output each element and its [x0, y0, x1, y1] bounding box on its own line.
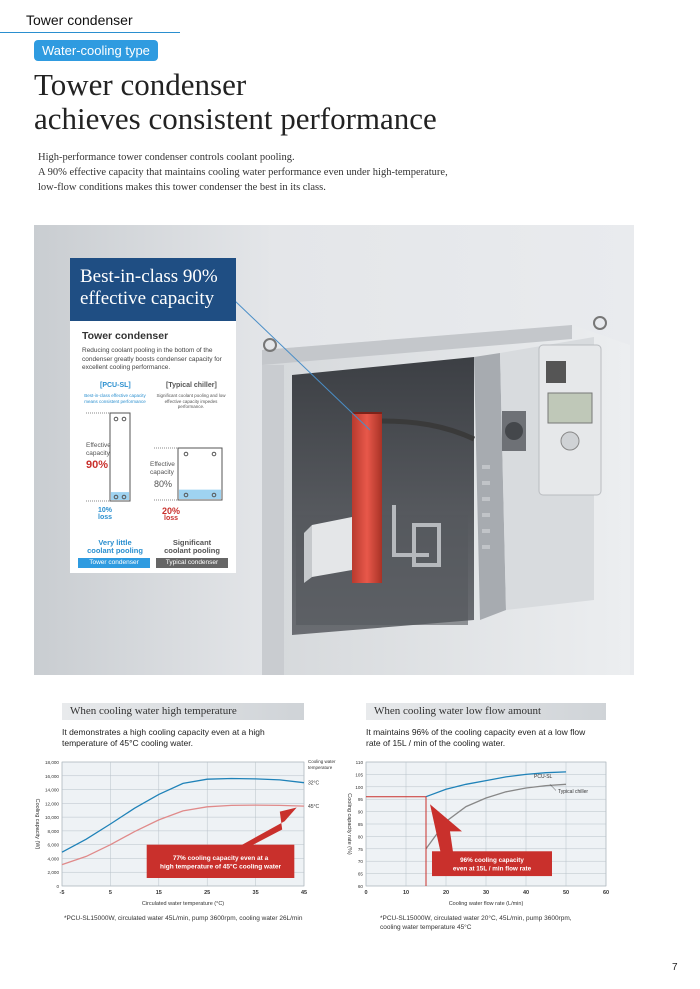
y-axis-label: Cooling capacity rate (%) [346, 793, 352, 855]
chart1-description-line-2: temperature of 45°C cooling water. [62, 738, 193, 748]
pcu-sl-effective-pct: 90% [86, 459, 109, 471]
y-tick-label: 75 [357, 846, 363, 852]
typical-chiller-subtext: Significant coolant pooling and low effective capacity impedes performance. [156, 393, 226, 409]
y-tick-label: 12,000 [44, 801, 59, 807]
legend-title-line-1: Cooling water [308, 759, 336, 764]
y-tick-label: 70 [357, 859, 363, 865]
pcu-sl-effective-label [86, 442, 111, 457]
pcu-sl-loss [98, 507, 112, 521]
annotation-line-2: even at 15L / min flow rate [452, 865, 532, 873]
typical-condenser-pooling [179, 490, 221, 499]
series-label-1: PCU-SL [534, 774, 553, 781]
page-number: 7 [672, 962, 678, 973]
y-tick-label: 8,000 [47, 828, 59, 834]
chart2-description-line-2: rate of 15L / min of the cooling water. [366, 738, 506, 748]
x-tick-label: 0 [364, 890, 368, 896]
section-title: Tower condenser [26, 12, 133, 28]
x-tick-label: 50 [562, 890, 570, 896]
y-tick-label: 4,000 [47, 856, 59, 862]
annotation-line-1: 96% cooling capacity [460, 857, 524, 865]
x-tick-label: 20 [442, 890, 450, 896]
x-tick-label: 5 [108, 890, 112, 896]
x-tick-label: 60 [602, 890, 610, 896]
x-axis-label: Cooling water flow rate (L/min) [448, 901, 524, 907]
pcu-sl-pooling-line-2: coolant pooling [87, 546, 143, 555]
intro-line-1: High-performance tower condenser controls coolant pooling. [38, 152, 295, 163]
pcu-sl-label: [PCU-SL] [100, 382, 131, 389]
typical-pooling [156, 539, 228, 555]
series-label-2: Typical chiller [558, 789, 589, 795]
chart1-heading: When cooling water high temperature [62, 703, 304, 720]
chart2-footnote [380, 914, 572, 932]
x-tick-label: 45 [300, 890, 308, 896]
pcu-sl-subtext: Best-in-class effective capacity means consistent performance [84, 393, 146, 404]
series-label-2: 45°C [308, 804, 320, 811]
typical-loss [162, 507, 180, 523]
typical-effective-label [150, 461, 175, 476]
pcu-sl-loss-pct: 10% [98, 507, 113, 514]
y-tick-label: 90 [357, 809, 363, 815]
tower-condenser-shape [110, 413, 130, 501]
typical-loss-word: loss [164, 515, 179, 522]
chart2-footnote-line-2: cooling water temperature 45°C [380, 924, 472, 931]
y-tick-label: 95 [357, 797, 363, 803]
series-label-1: 32°C [308, 780, 320, 787]
pcu-sl-effective-line-2: capacity [86, 449, 110, 457]
y-axis-label: Cooling capacity (W) [34, 798, 40, 850]
y-tick-label: 80 [357, 834, 363, 840]
chart1-footnote: *PCU-SL15000W, circulated water 45L/min, pump 3600rpm, cooling water 26L/min [64, 915, 303, 922]
typical-loss-pct: 20% [162, 506, 181, 516]
type-badge: Water-cooling type [34, 40, 158, 61]
y-tick-label: 105 [355, 772, 363, 778]
title-line-2: achieves consistent performance [34, 101, 437, 136]
pcu-sl-pooling [80, 539, 150, 555]
typical-effective-pct: 80% [154, 479, 173, 489]
typical-effective-line-1: Effective [150, 461, 175, 468]
x-tick-label: 40 [522, 890, 530, 896]
y-tick-label: 65 [357, 871, 363, 877]
y-tick-label: 16,000 [44, 773, 59, 779]
typical-condenser-tag: Typical condenser [156, 558, 228, 568]
x-axis-label: Circulated water temperature (°C) [141, 901, 225, 907]
intro-line-3: low-flow conditions makes this tower condenser the best in its class. [38, 182, 326, 193]
pcu-sl-pooling-line-1: Very little [98, 538, 132, 547]
intro-text [38, 150, 448, 195]
typical-pooling-line-2: coolant pooling [164, 546, 220, 555]
x-tick-label: 25 [204, 890, 211, 896]
callout-title-line-2: effective capacity [80, 288, 215, 309]
pcu-sl-effective-line-1: Effective [86, 442, 111, 449]
legend-title-line-2: temperature [308, 765, 333, 770]
typical-chiller-label: [Typical chiller] [166, 382, 217, 389]
tower-condenser-tag: Tower condenser [78, 558, 150, 568]
intro-line-2: A 90% effective capacity that maintains cooling water performance even under high-temperature, [38, 167, 448, 178]
pcu-sl-loss-word: loss [98, 514, 113, 521]
y-tick-label: 2,000 [47, 870, 59, 876]
y-tick-label: 10,000 [44, 815, 59, 821]
y-tick-label: 60 [357, 884, 363, 889]
chart1-description [62, 727, 265, 749]
panel-description: Reducing coolant pooling in the bottom of the condenser greatly boosts condenser capacity for excellent cooling performance. [82, 347, 222, 371]
chart1-description-line-1: It demonstrates a high cooling capacity even at a high [62, 727, 265, 737]
chart2-footnote-line-1: *PCU-SL15000W, circulated water 20°C, 45L/min, pump 3600rpm, [380, 915, 572, 922]
panel-title: Tower condenser [82, 330, 169, 342]
x-tick-label: 30 [482, 890, 490, 896]
tower-condenser-pooling [111, 492, 129, 500]
y-tick-label: 6,000 [47, 842, 59, 848]
typical-pooling-line-1: Significant [172, 538, 212, 547]
annotation-line-1: 77% cooling capacity even at a [172, 854, 269, 862]
chart2-low-flow [338, 756, 628, 914]
y-tick-label: 110 [355, 760, 363, 765]
typical-effective-line-2: capacity [150, 468, 174, 476]
callout-title-line-1: Best-in-class 90% [80, 266, 218, 287]
y-tick-label: 100 [355, 784, 363, 790]
x-tick-label: 35 [252, 890, 259, 896]
x-tick-label: 10 [402, 890, 410, 896]
page-title [34, 68, 437, 136]
y-tick-label: 0 [56, 884, 59, 889]
x-tick-label: -5 [59, 890, 65, 896]
callout-panel [70, 321, 236, 573]
title-line-1: Tower condenser [34, 67, 247, 102]
y-tick-label: 85 [357, 822, 363, 827]
x-tick-label: 15 [155, 890, 162, 896]
chart2-description-line-1: It maintains 96% of the cooling capacity even at a low flow [366, 727, 586, 737]
chart2-heading: When cooling water low flow amount [366, 703, 606, 720]
y-tick-label: 14,000 [44, 787, 59, 793]
chart1-high-temperature [30, 756, 350, 914]
callout-title [70, 258, 236, 321]
chart2-description [366, 727, 585, 749]
annotation-line-2: high temperature of 45°C cooling water [159, 863, 282, 871]
section-rule [0, 32, 180, 33]
y-tick-label: 18,000 [44, 760, 59, 765]
